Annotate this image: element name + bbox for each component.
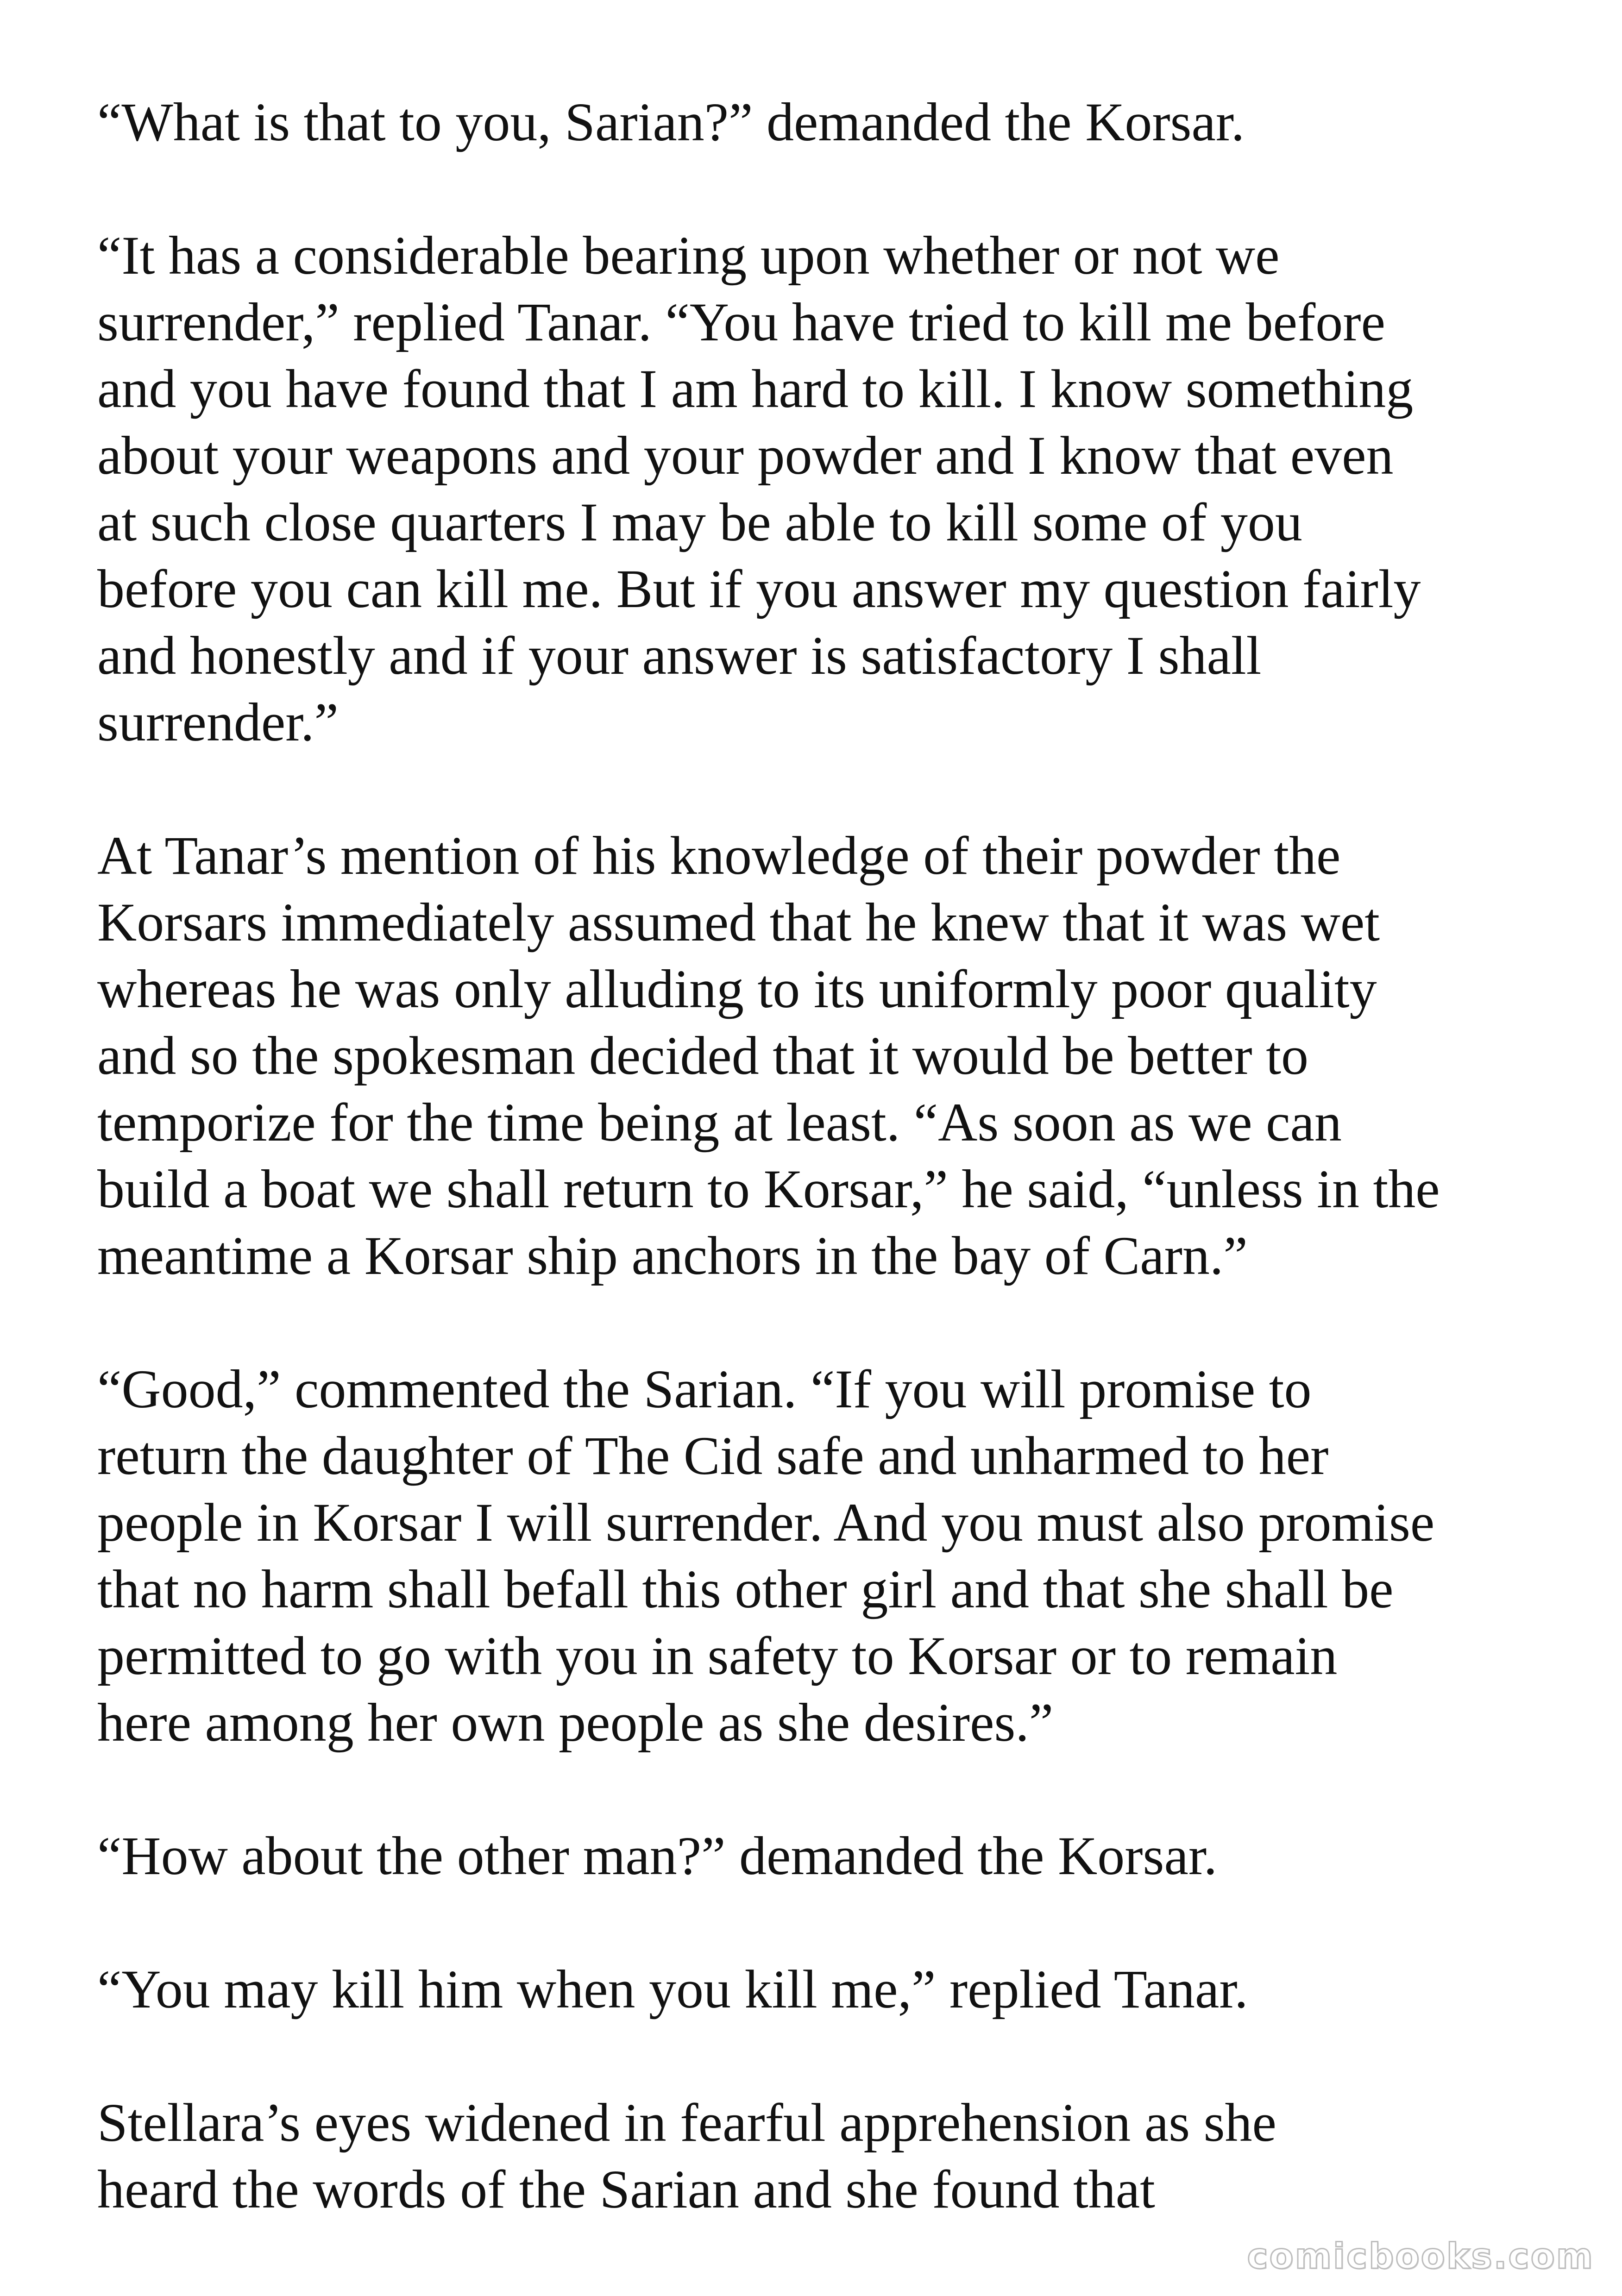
text-line: and you have found that I am hard to kill. I know something: [97, 358, 1414, 419]
watermark-text: comicbooks.com: [1247, 2235, 1594, 2277]
text-line: Stellara’s eyes widened in fearful apprehension as she: [97, 2092, 1276, 2153]
text-line: that no harm shall befall this other girl and that she shall be: [97, 1559, 1394, 1619]
text-line: At Tanar’s mention of his knowledge of their powder the: [97, 825, 1341, 886]
text-line: build a boat we shall return to Korsar,” he said, “unless in the: [97, 1159, 1440, 1219]
text-line: before you can kill me. But if you answer my question fairly: [97, 558, 1421, 619]
text-line: whereas he was only alluding to its uniformly poor quality: [97, 959, 1377, 1019]
paragraph-1: [97, 89, 1556, 156]
paragraph-2: [97, 222, 1556, 756]
text-line: surrender,” replied Tanar. “You have tried to kill me before: [97, 292, 1385, 352]
text-line: “It has a considerable bearing upon whether or not we: [97, 225, 1280, 286]
paragraph-5: [97, 1823, 1556, 1889]
text-line: at such close quarters I may be able to kill some of you: [97, 492, 1302, 552]
text-line: temporize for the time being at least. “As soon as we can: [97, 1092, 1342, 1153]
text-line: permitted to go with you in safety to Korsar or to remain: [97, 1625, 1338, 1686]
text-line: return the daughter of The Cid safe and unharmed to her: [97, 1425, 1329, 1486]
text-line: surrender.”: [97, 692, 339, 753]
paragraph-7: [97, 2089, 1556, 2223]
text-line: “You may kill him when you kill me,” replied Tanar.: [97, 1959, 1248, 2020]
paragraph-6: [97, 1956, 1556, 2023]
text-line: “What is that to you, Sarian?” demanded the Korsar.: [97, 92, 1245, 152]
text-line: about your weapons and your powder and I know that even: [97, 425, 1394, 486]
text-line: people in Korsar I will surrender. And you must also promise: [97, 1492, 1435, 1553]
text-line: and so the spokesman decided that it would be better to: [97, 1025, 1309, 1086]
text-line: and honestly and if your answer is satisfactory I shall: [97, 625, 1262, 686]
text-line: “How about the other man?” demanded the Korsar.: [97, 1826, 1218, 1886]
text-line: here among her own people as she desires.”: [97, 1692, 1054, 1753]
text-line: heard the words of the Sarian and she found that: [97, 2159, 1155, 2220]
text-line: “Good,” commented the Sarian. “If you will promise to: [97, 1359, 1312, 1419]
paragraph-3: [97, 822, 1556, 1289]
page-text: [97, 89, 1556, 2290]
text-line: Korsars immediately assumed that he knew that it was wet: [97, 892, 1380, 953]
paragraph-4: [97, 1356, 1556, 1756]
text-line: meantime a Korsar ship anchors in the bay of Carn.”: [97, 1225, 1248, 1286]
